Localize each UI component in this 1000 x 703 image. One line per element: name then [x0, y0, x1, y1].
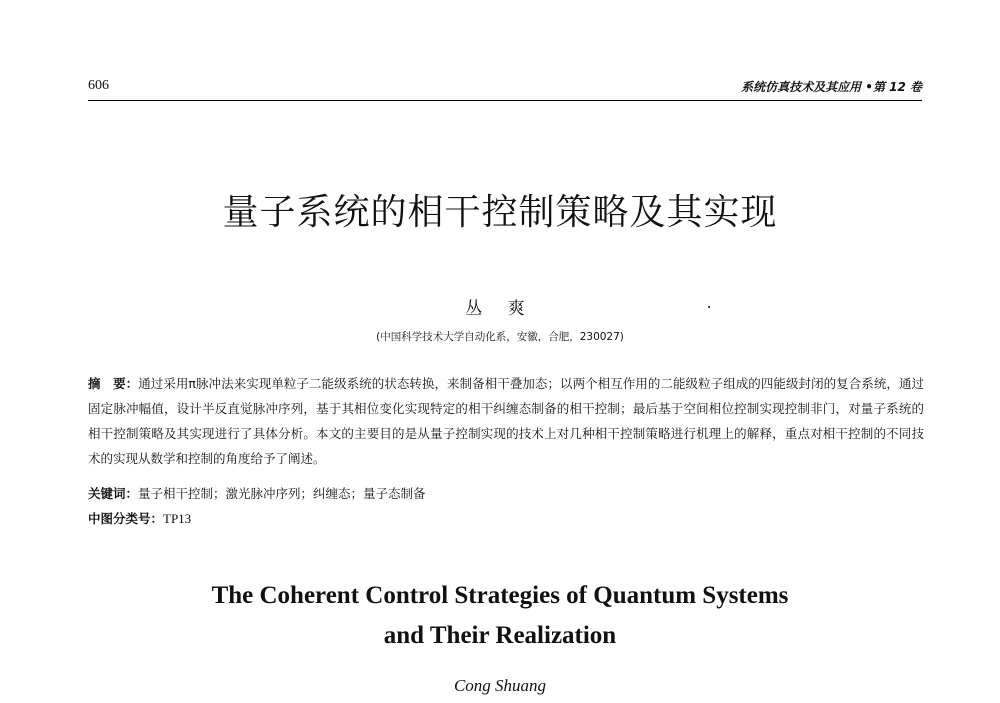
keywords-section — [88, 484, 924, 502]
classification-label: 中图分类号： — [88, 511, 164, 526]
journal-info: 系统仿真技术及其应用 •第 12 卷 — [741, 80, 922, 94]
page-header — [88, 78, 922, 101]
abstract-section — [88, 371, 924, 471]
paper-title-english — [0, 576, 1000, 656]
keywords-text: 量子相干控制；激光脉冲序列；纠缠态；量子态制备 — [138, 486, 426, 501]
author-name-chinese: 丛 爽 — [465, 299, 535, 319]
speck-mark — [708, 306, 710, 308]
page-number: 606 — [88, 78, 109, 93]
abstract-label: 摘 要： — [88, 376, 139, 391]
keywords-label: 关键词： — [88, 486, 139, 501]
author-name-english: Cong Shuang — [453, 676, 547, 695]
author-affiliation: (中国科学技术大学自动化系，安徽，合肥，230027) — [376, 331, 624, 343]
title-en-line-1: The Coherent Control Strategies of Quantum Systems — [211, 582, 789, 609]
classification-code: TP13 — [163, 511, 192, 526]
abstract-text: 通过采用π脉冲法来实现单粒子二能级系统的状态转换，来制备相干叠加态；以两个相互作用的二能级粒子组成的四能级封闭的复合系统，通过固定脉冲幅值，设计半反直觉脉冲序列，基于其相位变化实现特定的相干纠缠态制备的相干控制；最后基于空间相位控制实现控制非门，对量子系统的相干控制策略及其实现进行了具体分析。本文的主要目的是从量子控制实现的技术上对几种相干控制策略进行机理上的解释，重点对相干控制的不同技术的实现从数学和控制的角度给予了阐述。 — [88, 376, 924, 466]
title-en-line-2: and Their Realization — [383, 622, 617, 649]
classification-section — [88, 509, 924, 527]
paper-title-chinese: 量子系统的相干控制策略及其实现 — [222, 192, 778, 233]
